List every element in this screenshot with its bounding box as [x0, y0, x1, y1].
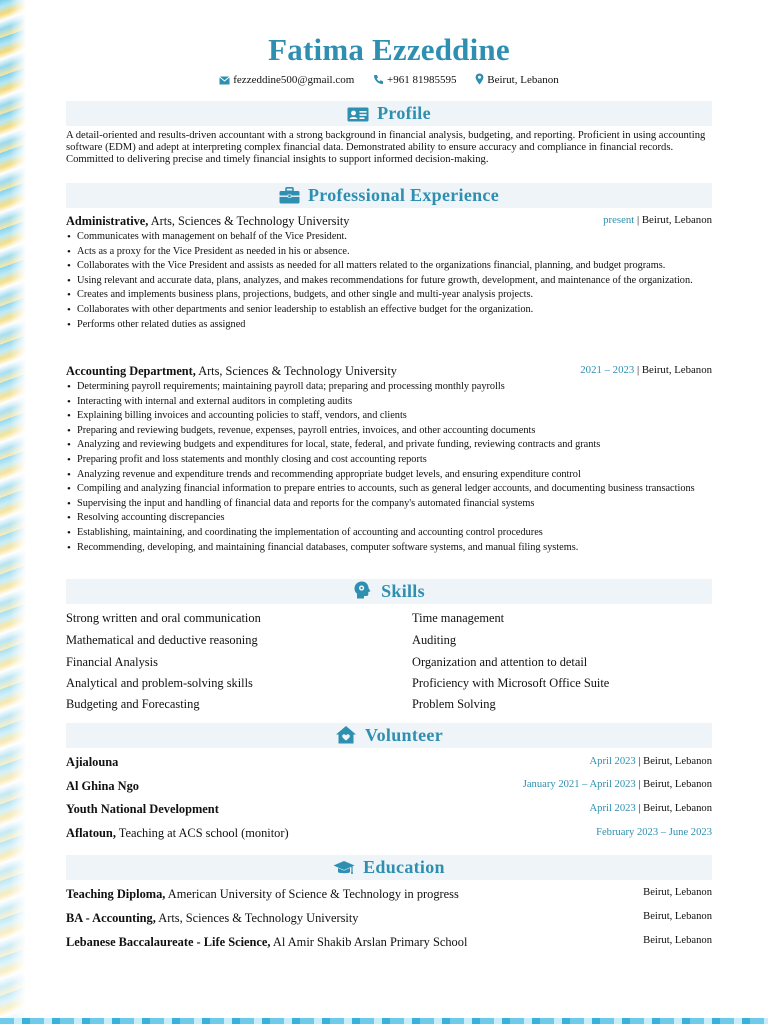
volunteer-meta — [590, 803, 712, 814]
volunteer-location: Beirut, Lebanon — [643, 779, 712, 790]
job-bullets-administrative — [66, 231, 702, 333]
email-text: fezzeddine500@gmail.com — [233, 74, 355, 86]
education-section-header — [66, 855, 712, 880]
experience-title: Professional Experience — [307, 185, 500, 205]
volunteer-separator: | — [635, 779, 644, 790]
location-item — [475, 74, 558, 86]
map-pin-icon — [475, 73, 484, 85]
decorative-bottom-edge — [0, 1018, 768, 1024]
id-card-icon — [347, 107, 369, 122]
education-item — [66, 911, 358, 926]
skills-title: Skills — [381, 581, 425, 601]
profile-summary: A detail-oriented and results-driven accountant with a strong background in financial analysis, budgeting, and reporting. Proficient in using accounting software (EDM) and adept at interpreting complex financial data. Demonstrated ability to ensure accuracy and compliance in financial records. Committed to delivering precise and timely financial insights to support informed decision-making. — [66, 130, 706, 166]
job-separator: | — [634, 364, 642, 376]
volunteer-dates: February 2023 – June 2023 — [596, 827, 712, 838]
list-item: • Explaining billing invoices and accounting policies to staff, vendors, and clients — [66, 410, 702, 421]
decorative-left-edge — [0, 0, 26, 1024]
job-separator: | — [634, 214, 642, 226]
skill-item: Mathematical and deductive reasoning — [66, 633, 258, 647]
job-dates: present — [603, 214, 635, 226]
job-org: Arts, Sciences & Technology University — [148, 214, 350, 228]
volunteer-dates: April 2023 — [589, 756, 636, 767]
job-title-accounting — [66, 364, 397, 379]
volunteer-org: Youth National Development — [66, 802, 219, 816]
volunteer-meta — [590, 756, 712, 767]
volunteer-separator: | — [635, 756, 644, 767]
education-degree: Teaching Diploma, — [66, 887, 166, 901]
phone-icon — [373, 74, 384, 85]
skills-section-header — [66, 579, 712, 604]
list-item: • Establishing, maintaining, and coordinating the implementation of accounting and accounting control procedures — [66, 527, 702, 538]
list-item: • Determining payroll requirements; maintaining payroll data; preparing and processing monthly payrolls — [66, 381, 702, 392]
volunteer-dates: January 2021 – April 2023 — [522, 779, 636, 790]
job-meta-administrative — [603, 214, 712, 226]
profile-section-header — [66, 101, 712, 126]
volunteer-title: Volunteer — [364, 725, 444, 745]
list-item: • Acts as a proxy for the Vice President as needed in his or absence. — [66, 246, 702, 257]
list-item: • Analyzing and reviewing budgets and expenditures for local, state, federal, and private funding, reviewing contracts and grants — [66, 439, 702, 450]
education-item — [66, 935, 467, 950]
phone-text: +961 81985595 — [387, 74, 457, 86]
education-location: Beirut, Lebanon — [643, 935, 712, 946]
volunteer-org: Al Ghina Ngo — [66, 779, 139, 793]
education-location: Beirut, Lebanon — [643, 887, 712, 898]
candidate-name: Fatima Ezzeddine — [268, 32, 510, 67]
brain-head-icon — [353, 580, 373, 600]
list-item: • Creates and implements business plans, projections, budgets, and other single and multi-year analysis projects. — [66, 289, 702, 300]
education-degree: Lebanese Baccalaureate - Life Science, — [66, 935, 271, 949]
job-title-administrative — [66, 214, 349, 229]
education-school: American University of Science & Technology in progress — [165, 887, 459, 901]
list-item: • Resolving accounting discrepancies — [66, 512, 702, 523]
skill-item: Strong written and oral communication — [66, 611, 261, 625]
phone-item[interactable] — [373, 74, 459, 86]
skill-item: Financial Analysis — [66, 655, 158, 669]
list-item: • Recommending, developing, and maintaining financial databases, computer software systems, and manual filing systems. — [66, 542, 702, 553]
volunteer-item — [66, 802, 219, 817]
volunteer-item — [66, 779, 139, 794]
briefcase-icon — [279, 187, 300, 204]
volunteer-dates: April 2023 — [589, 803, 636, 814]
experience-section-header — [66, 183, 712, 208]
job-role: Accounting Department, — [66, 364, 196, 378]
list-item: • Interacting with internal and external auditors in completing audits — [66, 396, 702, 407]
list-item: • Performs other related duties as assigned — [66, 319, 702, 330]
volunteer-location: Beirut, Lebanon — [643, 756, 712, 767]
skill-item: Proficiency with Microsoft Office Suite — [412, 676, 610, 690]
list-item: • Preparing profit and loss statements and monthly closing and cost accounting reports — [66, 454, 702, 465]
job-org: Arts, Sciences & Technology University — [195, 364, 397, 378]
list-item: • Collaborates with the Vice President and assists as needed for all matters related to the organizations financial, planning, and budget programs. — [66, 260, 702, 271]
volunteer-org: Aflatoun, — [66, 826, 116, 840]
volunteer-item — [66, 826, 289, 841]
skill-item: Analytical and problem-solving skills — [66, 676, 253, 690]
volunteer-separator: | — [635, 803, 644, 814]
education-degree: BA - Accounting, — [66, 911, 156, 925]
location-text: Beirut, Lebanon — [487, 74, 559, 86]
list-item: • Using relevant and accurate data, plans, analyzes, and makes recommendations for future growth, development, and maintenance of the organization. — [66, 275, 702, 286]
graduation-cap-icon — [333, 860, 355, 876]
skill-item: Budgeting and Forecasting — [66, 697, 200, 711]
job-location: Beirut, Lebanon — [641, 364, 712, 376]
job-location: Beirut, Lebanon — [641, 214, 712, 226]
list-item: • Communicates with management on behalf of the Vice President. — [66, 231, 702, 242]
skill-item: Auditing — [412, 633, 457, 647]
job-role: Administrative, — [66, 214, 149, 228]
skill-item: Organization and attention to detail — [412, 655, 588, 669]
list-item: • Preparing and reviewing budgets, revenue, expenses, payroll entries, invoices, and other accounting documents — [66, 425, 702, 436]
email-item[interactable] — [219, 74, 357, 86]
contact-line — [66, 73, 712, 86]
job-dates: 2021 – 2023 — [580, 364, 635, 376]
list-item: • Collaborates with other departments and senior leadership to establish an effective budget for the organization. — [66, 304, 702, 315]
volunteer-org: Ajialouna — [66, 755, 119, 769]
job-bullets-accounting — [66, 381, 702, 556]
skill-item: Time management — [412, 611, 505, 625]
education-title: Education — [363, 857, 445, 877]
list-item: • Analyzing revenue and expenditure trends and recommending appropriate budget levels, and ensuring expenditure control — [66, 469, 702, 480]
education-school: Al Amir Shakib Arslan Primary School — [270, 935, 468, 949]
job-meta-accounting — [580, 364, 712, 376]
list-item: • Compiling and analyzing financial information to prepare entries to accounts, such as general ledger accounts, and documenting business transactions — [66, 483, 702, 494]
education-item — [66, 887, 459, 902]
volunteer-section-header — [66, 723, 712, 748]
volunteer-meta — [596, 827, 712, 838]
house-heart-icon — [335, 725, 357, 744]
profile-title: Profile — [377, 103, 431, 123]
volunteer-meta — [523, 779, 712, 790]
skill-item: Problem Solving — [412, 697, 496, 711]
education-school: Arts, Sciences & Technology University — [155, 911, 359, 925]
volunteer-detail: Teaching at ACS school (monitor) — [115, 826, 289, 840]
envelope-icon — [219, 76, 230, 85]
list-item: • Supervising the input and handling of financial data and reports for the company's automated financial systems — [66, 498, 702, 509]
volunteer-item — [66, 755, 118, 770]
volunteer-location: Beirut, Lebanon — [643, 803, 712, 814]
education-location: Beirut, Lebanon — [643, 911, 712, 922]
